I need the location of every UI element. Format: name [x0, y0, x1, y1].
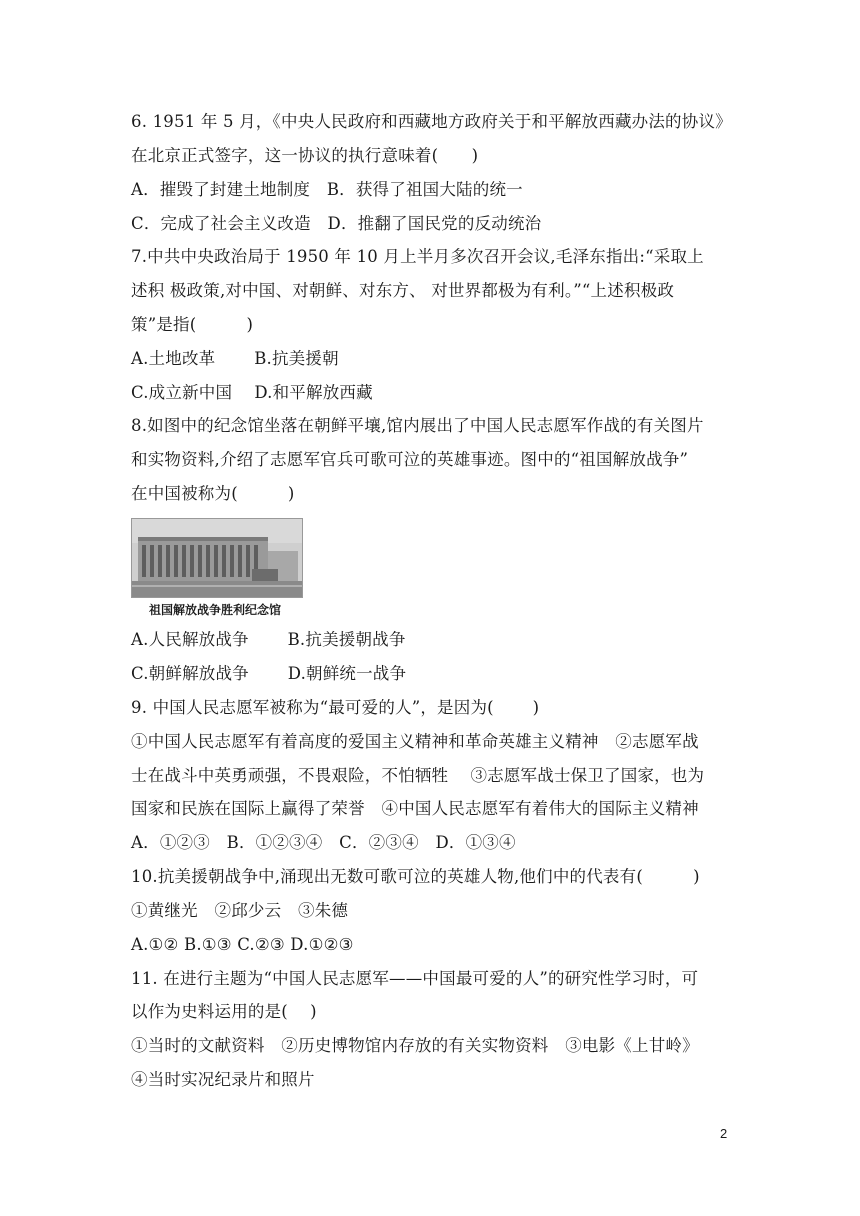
q10-statements: ①黄继光 ②邱少云 ③朱德 [131, 901, 349, 920]
figure-caption: 祖国解放战争胜利纪念馆 [149, 603, 282, 617]
q7-stem-line-1: 7.中共中央政治局于 1950 年 10 月上半月多次召开会议,毛泽东指出:“采取上 [131, 247, 704, 266]
q11-stem-line-2: 以作为史料运用的是( ) [131, 1002, 317, 1021]
q11-statements-line-2: ④当时实况纪录片和照片 [131, 1070, 315, 1089]
q11-statements-line-1: ①当时的文献资料 ②历史博物馆内存放的有关实物资料 ③电影《上甘岭》 [131, 1036, 699, 1055]
memorial-hall-photo [131, 518, 303, 598]
q8-stem-line-3: 在中国被称为( ) [131, 484, 295, 503]
q8-options-ab: A.人民解放战争 B.抗美援朝战争 [131, 630, 406, 649]
q9-statements-line-1: ①中国人民志愿军有着高度的爱国主义精神和革命英雄主义精神 ②志愿军战 [131, 732, 699, 751]
q7-stem-line-2: 述积 极政策,对中国、对朝鲜、对东方、 对世界都极为有利。”“上述积极政 [131, 281, 675, 300]
q10-options: A.①② B.①③ C.②③ D.①②③ [131, 935, 354, 954]
q8-options-cd: C.朝鲜解放战争 D.朝鲜统一战争 [131, 664, 407, 683]
q11-stem-line-1: 11. 在进行主题为“中国人民志愿军——中国最可爱的人”的研究性学习时，可 [131, 969, 699, 988]
q6-stem-line-2: 在北京正式签字，这一协议的执行意味着( ) [131, 146, 479, 165]
q8-stem-line-2: 和实物资料,介绍了志愿军官兵可歌可泣的英雄事迹。图中的“祖国解放战争” [131, 450, 689, 469]
q9-statements-line-3: 国家和民族在国际上赢得了荣誉 ④中国人民志愿军有着伟大的国际主义精神 [131, 799, 699, 818]
memorial-hall-image [132, 519, 303, 598]
page-number: 2 [720, 1126, 728, 1141]
q7-stem-line-3: 策”是指( ) [131, 315, 254, 334]
q6-options-cd: C．完成了社会主义改造 D．推翻了国民党的反动统治 [131, 214, 542, 233]
q10-stem: 10.抗美援朝战争中,涌现出无数可歌可泣的英雄人物,他们中的代表有( ) [131, 867, 700, 886]
q7-options-ab: A.土地改革 B.抗美援朝 [131, 349, 339, 368]
q7-options-cd: C.成立新中国 D.和平解放西藏 [131, 383, 373, 402]
q6-options-ab: A．摧毁了封建土地制度 B．获得了祖国大陆的统一 [131, 180, 523, 199]
q9-statements-line-2: 士在战斗中英勇顽强，不畏艰险，不怕牺牲 ③志愿军战士保卫了国家，也为 [131, 766, 705, 785]
q9-options: A．①②③ B．①②③④ C．②③④ D．①③④ [131, 833, 516, 852]
q9-stem: 9. 中国人民志愿军被称为“最可爱的人”，是因为( ) [131, 698, 540, 717]
q6-stem-line-1: 6. 1951 年 5 月，《中央人民政府和西藏地方政府关于和平解放西藏办法的协议》 [131, 112, 732, 131]
q8-stem-line-1: 8.如图中的纪念馆坐落在朝鲜平壤,馆内展出了中国人民志愿军作战的有关图片 [131, 416, 704, 435]
